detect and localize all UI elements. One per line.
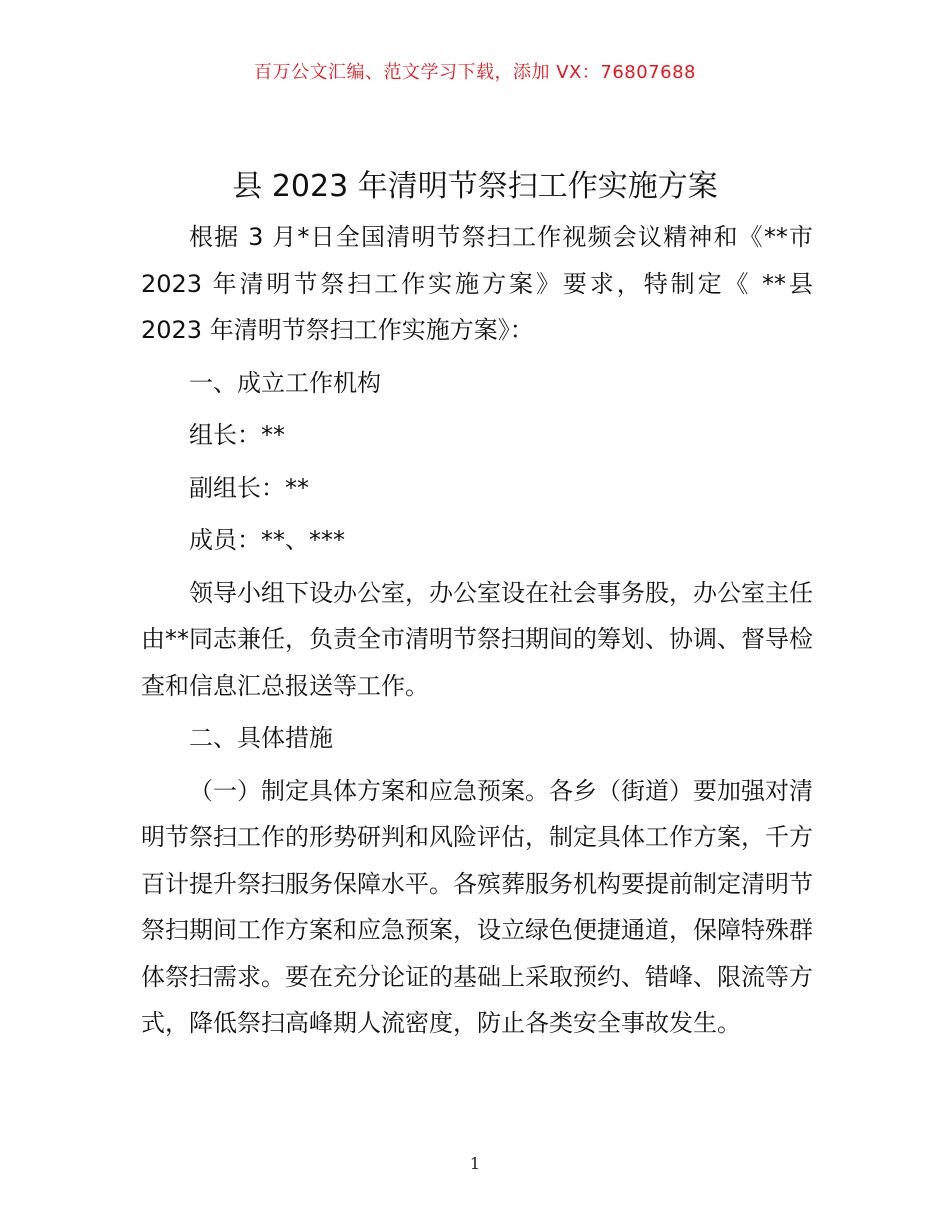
leader-line: 组长：**: [189, 421, 285, 449]
header-note: 百万公文汇编、范文学习下载，添加 VX：76807688: [254, 62, 696, 83]
document-body: [141, 214, 813, 1053]
members-line: 成员：**、***: [189, 526, 345, 554]
page-number: 1: [469, 1154, 481, 1173]
deputy-leader-line: 副组长：**: [189, 473, 309, 502]
intro-paragraph: 根据 3 月*日全国清明节祭扫工作视频会议精神和《**市 2023 年清明节祭扫工作实施方案》要求，特制定《 **县 2023 年清明节祭扫工作实施方案》：: [141, 223, 813, 344]
section-heading-measures: 二、具体措施: [189, 724, 333, 752]
measure-1-paragraph: （一）制定具体方案和应急预案。各乡（街道）要加强对清明节祭扫工作的形势研判和风险评估，制定具体工作方案，千方百计提升祭扫服务保障水平。各殡葬服务机构要提前制定清明节祭扫期间工作方案和应急预案，设立绿色便捷通道，保障特殊群体祭扫需求。要在充分论证的基础上采取预约、错峰、限流等方式，降低祭扫高峰期人流密度，防止各类安全事故发生。: [141, 776, 813, 1037]
office-paragraph: 领导小组下设办公室，办公室设在社会事务股，办公室主任由**同志兼任，负责全市清明节祭扫期间的筹划、协调、督导检查和信息汇总报送等工作。: [141, 578, 813, 700]
document-title: 县 2023 年清明节祭扫工作实施方案: [232, 169, 718, 204]
section-heading-organization: 一、成立工作机构: [189, 368, 381, 397]
